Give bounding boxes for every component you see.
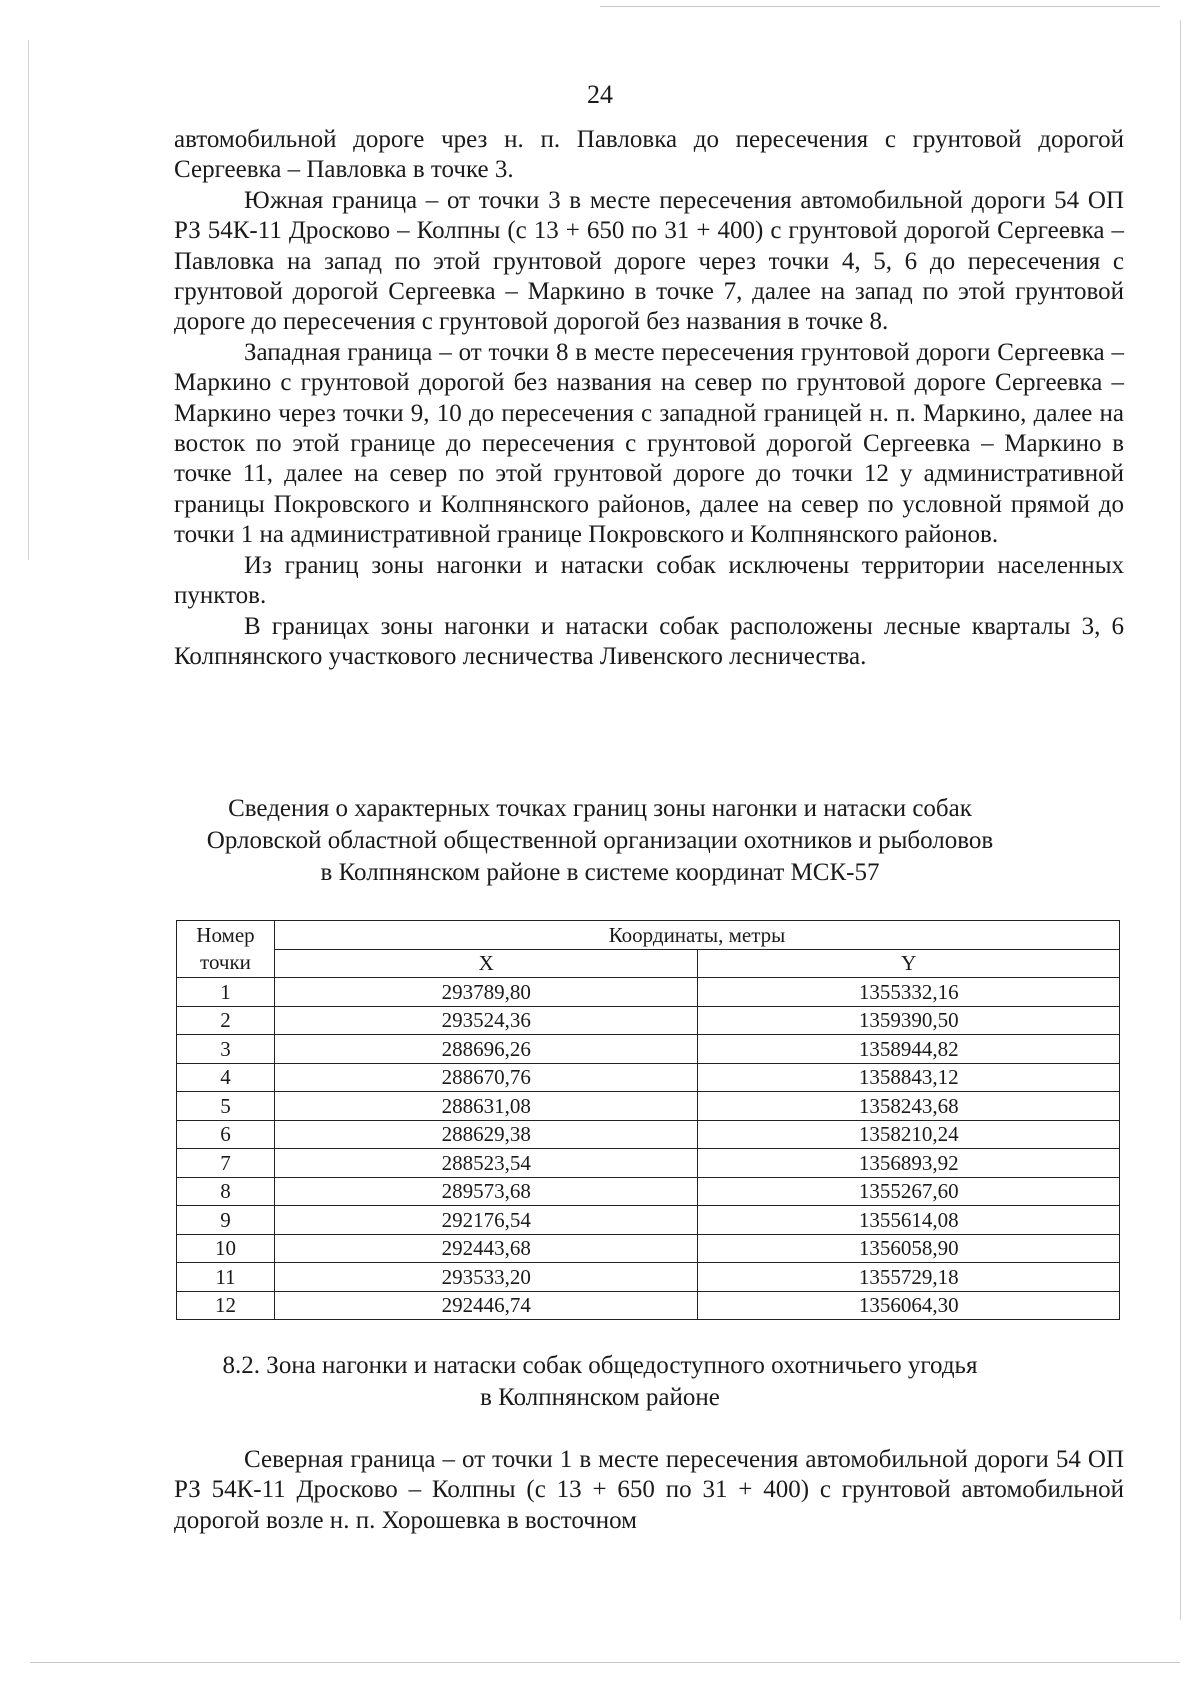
header-point-number-text: Номер точки [196,923,255,974]
table-row [177,1234,1120,1263]
cell-y: 1356058,90 [698,1234,1120,1263]
table-caption-line: Орловской областной общественной организации охотников и рыболовов [206,827,994,854]
cell-y: 1356064,30 [698,1291,1120,1320]
scan-edge-top [600,6,1160,7]
cell-x: 288696,26 [274,1035,698,1064]
header-x: X [274,949,698,978]
cell-y: 1358210,24 [698,1120,1120,1149]
table-row [177,1092,1120,1121]
cell-point-number: 5 [177,1092,275,1121]
cell-y: 1358243,68 [698,1092,1120,1121]
header-coordinates: Координаты, метры [274,921,1119,950]
table-caption-line: в Колпнянском районе в системе координат МСК-57 [320,859,880,886]
scan-edge-bottom [30,1662,1180,1663]
cell-point-number: 11 [177,1263,275,1292]
cell-point-number: 9 [177,1206,275,1235]
cell-point-number: 3 [177,1035,275,1064]
table-row [177,1006,1120,1035]
table-row [177,1177,1120,1206]
table-row [177,1291,1120,1320]
cell-y: 1358843,12 [698,1063,1120,1092]
cell-point-number: 7 [177,1149,275,1178]
cell-point-number: 4 [177,1063,275,1092]
cell-x: 292443,68 [274,1234,698,1263]
paragraph-exclusions: Из границ зоны нагонки и натаски собак исключены территории населенных пунктов. [174,551,1124,610]
cell-x: 288629,38 [274,1120,698,1149]
cell-x: 288523,54 [274,1149,698,1178]
table-row [177,978,1120,1007]
paragraph-north-boundary: Северная граница – от точки 1 в месте пересечения автомобильной дороги 54 ОП РЗ 54К-11 Дросково – Колпны (с 13 + 650 по 31 + 400) с грунтовой автомобильной дорогой возле н. п. Хорошевка в восточном [174,1446,1124,1534]
header-y: Y [698,949,1120,978]
table-row [177,1263,1120,1292]
cell-y: 1355267,60 [698,1177,1120,1206]
table-caption-line: Сведения о характерных точках границ зоны нагонки и натаски собак [228,795,972,822]
cell-point-number: 6 [177,1120,275,1149]
cell-x: 292176,54 [274,1206,698,1235]
section-heading-line: в Колпнянском районе [480,1384,720,1411]
paragraph-west-boundary: Западная граница – от точки 8 в месте пересечения грунтовой дороги Сергеевка – Маркино с грунтовой дорогой без названия на север по грунтовой дороге Сергеевка – Маркино через точки 9, 10 до пересечения с западной границей н. п. Маркино, далее на восток по этой границе до пересечения с грунтовой дорогой Сергеевка – Маркино в точке 11, далее на север по этой грунтовой дороге до точки 12 у административной границы Покровского и Колпнянского районов, далее на север по условной прямой до точки 1 на административной границе Покровского и Колпнянского районов. [174,338,1124,549]
cell-x: 288631,08 [274,1092,698,1121]
table-row [177,1063,1120,1092]
cell-y: 1355332,16 [698,978,1120,1007]
coordinates-table-body [177,978,1120,1320]
cell-y: 1356893,92 [698,1149,1120,1178]
header-point-number [177,921,275,978]
body-text-top [174,125,1124,672]
cell-point-number: 10 [177,1234,275,1263]
cell-x: 288670,76 [274,1063,698,1092]
paragraph-continuation: автомобильной дороге чрез н. п. Павловка до пересечения с грунтовой дорогой Сергеевка – Павловка в точке 3. [174,126,1124,184]
cell-x: 289573,68 [274,1177,698,1206]
table-row [177,1149,1120,1178]
table-row [177,1206,1120,1235]
cell-point-number: 2 [177,1006,275,1035]
cell-x: 293789,80 [274,978,698,1007]
table-row [177,1035,1120,1064]
cell-point-number: 1 [177,978,275,1007]
section-heading-line: 8.2. Зона нагонки и натаски собак общедоступного охотничьего угодья [222,1352,978,1379]
paragraph-forest-quarters: В границах зоны нагонки и натаски собак расположены лесные кварталы 3, 6 Колпнянского участкового лесничества Ливенского лесничества. [174,612,1124,670]
scan-edge-left [28,40,29,560]
cell-x: 293524,36 [274,1006,698,1035]
cell-y: 1355729,18 [698,1263,1120,1292]
paragraph-south-boundary: Южная граница – от точки 3 в месте пересечения автомобильной дороги 54 ОП РЗ 54К-11 Дросково – Колпны (с 13 + 650 по 31 + 400) с грунтовой дорогой Сергеевка – Павловка на запад по этой грунтовой дороге через точки 4, 5, 6 до пересечения с грунтовой дорогой Сергеевка – Маркино в точке 7, далее на запад по этой грунтовой дороге до пересечения с грунтовой дорогой без названия в точке 8. [174,186,1124,336]
page-number: 24 [587,80,613,109]
body-text-bottom [174,1445,1124,1536]
coordinates-table [176,920,1120,1320]
cell-x: 293533,20 [274,1263,698,1292]
table-row [177,1120,1120,1149]
cell-y: 1359390,50 [698,1006,1120,1035]
cell-x: 292446,74 [274,1291,698,1320]
cell-point-number: 12 [177,1291,275,1320]
section-heading [0,1350,1200,1414]
cell-point-number: 8 [177,1177,275,1206]
cell-y: 1355614,08 [698,1206,1120,1235]
cell-y: 1358944,82 [698,1035,1120,1064]
table-caption [0,793,1200,889]
